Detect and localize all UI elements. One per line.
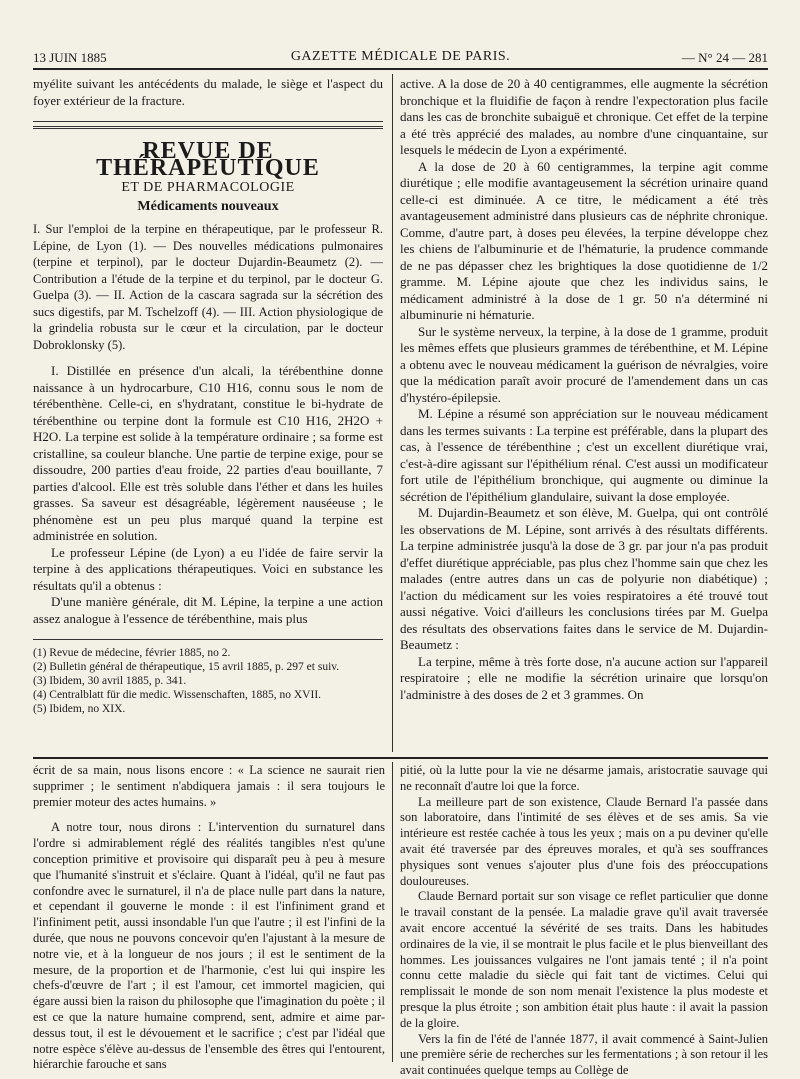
footnotes xyxy=(33,639,383,716)
footnote: (1) Revue de médecine, février 1885, no 2. xyxy=(33,647,231,659)
paragraph: Sur le système nerveux, la terpine, à la dose de 1 gramme, produit les mêmes effets que plusieurs grammes de térébenthine, et M. Lépine a obtenu avec le nouveau médicament la guérison de névralgies, voire que la médication paraît avoir procuré de l'amendement dans un cas d'hystéro-épilepsie. xyxy=(400,323,768,405)
issue-date: 13 JUIN 1885 xyxy=(33,50,107,65)
section-title: REVUE DE THÉRAPEUTIQUE xyxy=(96,138,320,181)
continuation-text: myélite suivant les antécédents du malade, le siège et l'aspect du foyer extérieur de la fracture. xyxy=(33,76,383,108)
right-column-bottom xyxy=(400,763,768,1079)
journal-title: GAZETTE MÉDICALE DE PARIS. xyxy=(290,49,511,64)
paragraph: A la dose de 20 à 60 centigrammes, la terpine agit comme diurétique ; elle modifie avantageusement la sécrétion urinaire quand celle-ci est diminuée. A ce titre, le médicament a été très avantageusement administré dans plusieurs cas de néphrite chronique. Comme, d'autre part, à doses peu élevées, la terpine développe chez les chiens de l'albuminurie et de l'hématurie, la prudence commande de ne pas dépasser chez les brightiques la dose quotidienne de 1/2 gramme. M. Lépine ajoute que chez les individus sains, le médicament administré à la dose de 1 gr. 50 n'a déterminé ni albuminurie ni hématurie. xyxy=(400,158,768,322)
section-heading: Médicaments nouveaux xyxy=(137,198,279,214)
section-subtitle: ET DE PHARMACOLOGIE xyxy=(121,180,295,195)
paragraph: M. Dujardin-Beaumetz et son élève, M. Guelpa, qui ont contrôlé les observations de M. Lépine, sont arrivés à des résultats différents. La terpine administrée jusqu'à la dose de 3 gr. par jour n'a pas produit d'effet diurétique appréciable, pas plus chez l'homme sain que chez les malades (entre autres dans un cas de polyurie non diabétique) ; l'action du médicament sur les voies respiratoires a été trouvé tout aussi négative. Voici d'ailleurs les conclusions tirées par M. Guelpa des résultats des observations faites dans le service de M. Dujardin-Beaumetz : xyxy=(400,505,768,652)
right-column-top xyxy=(400,76,768,703)
paragraph: Claude Bernard portait sur son visage ce reflet particulier que donne le travail constant de la pensée. La maladie grave qu'il avait traversée avait encore accentué la sévérité de ses traits. Dans les habitudes ordinaires de la vie, il se montrait le plus facile et le plus bienveillant des hommes. Les jouissances vulgaires ne l'ont jamais tenté ; il n'a point connu cette maladie du siècle qui fait tant de victimes. Celui qui remplissait le monde de son nom menait l'existence la plus modeste et presque la plus étroite ; son ambition était plus haute : il avait la passion de la gloire. xyxy=(400,889,768,1030)
section-divider xyxy=(33,757,768,759)
paragraph: La terpine, même à très forte dose, n'a aucune action sur l'appareil respiratoire ; elle ne modifie la sécrétion urinaire que lorsqu'on l'administre à des doses de 2 et 3 grammes. On xyxy=(400,653,768,702)
paragraph: I. Distillée en présence d'un alcali, la térébenthine donne naissance à un hydrocarbure, C10 H16, connu sous le nom de térébenthène. Celle-ci, en s'hydratant, constitue le bi-hydrate de térébenthine ou terpine dont la formule est C10 H16, 2H2O + H2O. La terpine est solide à la température ordinaire ; sa forme est cristalline, sa couleur blanche. Une partie de terpine exige, pour se dissoudre, 200 parties d'eau froide, 22 parties d'eau bouillante, 7 parties d'alcool. Elle est très soluble dans l'éther et dans les huiles grasses. Sa saveur est désagréable, légèrement nauséeuse ; le phénomène est un peu plus marqué quand la terpine est administrée en solution. xyxy=(33,363,383,543)
paragraph: pitié, où la lutte pour la vie ne désarme jamais, aristocratie sauvage qui ne reconnaît d'autre loi que la force. xyxy=(400,763,768,793)
paragraph: D'une manière générale, dit M. Lépine, la terpine a une action assez analogue à l'essence de térébenthine, mais plus xyxy=(33,594,383,626)
left-column-bottom xyxy=(33,763,385,1073)
column-divider-bottom xyxy=(392,762,393,1062)
footnote: (4) Centralblatt für die medic. Wissenschaften, 1885, no XVII. xyxy=(33,689,322,701)
paragraph: La meilleure part de son existence, Claude Bernard l'a passée dans son laboratoire, dans l'intimité de ses élèves et de ses amis. Sa vie intérieure est restée cachée à tous les yeux ; mais on a pu deviner qu'elle avait été traversée par des épreuves morales, et qu'à ses souffrances physiques sont venues s'ajouter plus d'une fois des préoccupations douloureuses. xyxy=(400,794,768,888)
paragraph: A notre tour, nous dirons : L'intervention du surnaturel dans l'ordre si admirablement réglé des réalités tangibles n'est qu'une conception primitive et provisoire qui disparaît peu à peu à mesure que l'humanité s'instruit et s'éclaire. Quant à l'idéal, qu'il ne faut pas confondre avec le surnaturel, il n'a de place nulle part dans la nature, et cependant il gouverne le monde : il est l'infiniment grand et l'infiniment petit, aussi insondable l'un que l'autre ; il est l'infini de la durée, que nous ne pouvons concevoir qu'en l'ajustant à la mesure de notre vie, et à la longueur de nos jours ; il est le sentiment de la mesure, de la proportion et de l'harmonie, c'est lui qui inspire les chefs-d'œuvre de l'art ; il est l'amour, cet immortel magicien, qui égare aussi bien la raison du philosophe que l'imagination du poète ; il est ce que la nature humaine comprend, sent, admire et aime par-dessus tout, il est le dévouement et le sacrifice ; c'est par l'idéal que notre espèce s'élève au-dessus de l'ensemble des êtres qui l'entourent, hiérarchie farouche et sans xyxy=(33,820,385,1072)
footnote: (3) Ibidem, 30 avril 1885, p. 341. xyxy=(33,675,187,687)
left-column-top xyxy=(33,76,383,716)
paragraph: Le professeur Lépine (de Lyon) a eu l'idée de faire servir la terpine à des applications thérapeutiques. Voici en substance les résultats qu'il a obtenus : xyxy=(33,544,383,593)
column-divider xyxy=(392,74,393,752)
footnote: (2) Bulletin général de thérapeutique, 15 avril 1885, p. 297 et suiv. xyxy=(33,661,340,673)
article-summary: I. Sur l'emploi de la terpine en thérapeutique, par le professeur R. Lépine, de Lyon (1). — Des nouvelles médications pulmonaires (terpine et terpinol), par le docteur Dujardin-Beaumetz (2). — Contribution a l'étude de la terpine et du terpinol, par le docteur G. Guelpa (3). — II. Action de la cascara sagrada sur la sécrétion des sucs digestifs, par M. Tschelzoff (4). — III. Action physiologique de la grindelia robusta sur le cœur et la circulation, par le docteur Dobroklonsky (5). xyxy=(33,222,383,352)
footnote: (5) Ibidem, no XIX. xyxy=(33,703,126,715)
page-number: — N° 24 — 281 xyxy=(681,50,768,65)
paragraph: M. Lépine a résumé son appréciation sur le nouveau médicament dans les termes suivants : La terpine est préférable, dans la plupart des cas, à l'essence de térébenthine ; c'est un excellent diurétique vrai, c'est-à-dire agissant sur l'épithélium rénal. C'est aussi un modificateur fort utile de l'épithélium bronchique, qui augmente ou diminue la sécrétion de l'épithélium glandulaire, suivant la dose employée. xyxy=(400,406,768,504)
paragraph: écrit de sa main, nous lisons encore : « La science ne saurait rien supprimer ; le sentiment n'abdiquera jamais : il sera toujours le premier moteur des actes humains. » xyxy=(33,763,385,809)
paragraph: Vers la fin de l'été de l'année 1877, il avait commencé à Saint-Julien une première série de recherches sur les fermentations ; à son retour il les avait continuées quelque temps au Collège de xyxy=(400,1031,768,1078)
paragraph: active. A la dose de 20 à 40 centigrammes, elle augmente la sécrétion bronchique et la fluidifie de façon à rendre l'expectoration plus facile dans les cas de bronchite subaiguë et chronique. Cet effet de la terpine a été très apprécié des malades, au nombre d'une cinquantaine, sur lesquels le médecin de Lyon a expérimenté. xyxy=(400,76,768,157)
page-header xyxy=(33,48,768,70)
